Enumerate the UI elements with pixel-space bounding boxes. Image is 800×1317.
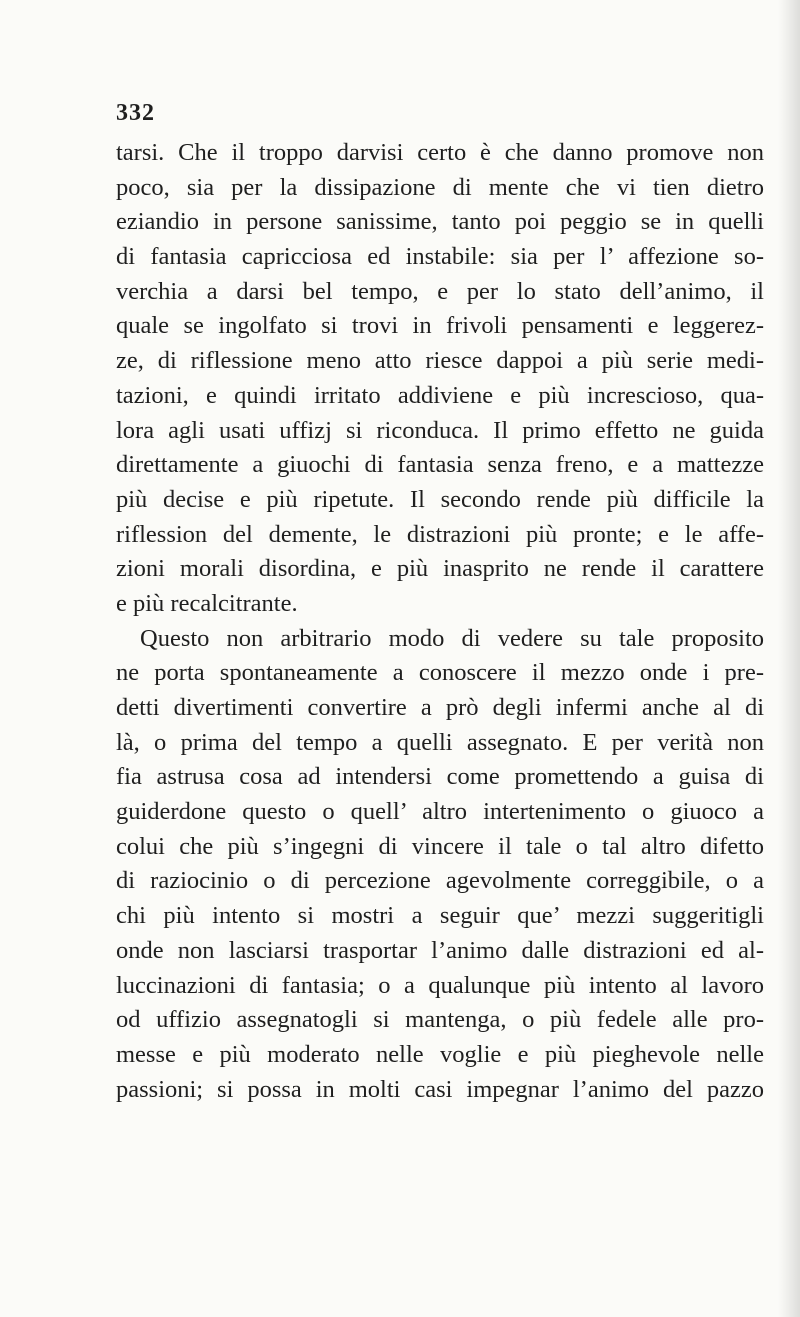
text-line: di raziocinio o di percezione agevolmente correggibile, o a: [116, 867, 764, 895]
text-line: lora agli usati uffizj si riconduca. Il primo effetto ne guida: [116, 416, 764, 444]
text-line: direttamente a giuochi di fantasia senza freno, e a mattezze: [116, 451, 764, 479]
text-line: quale se ingolfato si trovi in frivoli pensamenti e leggerez-: [116, 312, 764, 340]
text-line: ne porta spontaneamente a conoscere il mezzo onde i pre-: [116, 659, 764, 687]
text-line: là, o prima del tempo a quelli assegnato. E per verità non: [116, 728, 764, 756]
page-number: 332: [116, 100, 155, 126]
text-line: messe e più moderato nelle voglie e più pieghevole nelle: [116, 1040, 764, 1068]
text-line: chi più intento si mostri a seguir que’ mezzi suggeritigli: [116, 902, 764, 930]
text-line: verchia a darsi bel tempo, e per lo stato dell’animo, il: [116, 277, 764, 305]
text-line: di fantasia capricciosa ed instabile: sia per l’ affezione so-: [116, 243, 764, 271]
text-line: detti divertimenti convertire a prò degli infermi anche al di: [116, 694, 764, 721]
body-text: [116, 136, 764, 1107]
text-line: colui che più s’ingegni di vincere il tale o tal altro difetto: [116, 832, 764, 860]
text-line: guiderdone questo o quell’ altro intertenimento o giuoco a: [116, 798, 764, 826]
text-line: eziandio in persone sanissime, tanto poi peggio se in quelli: [116, 208, 764, 236]
text-line: passioni; si possa in molti casi impegnar l’animo del pazzo: [116, 1075, 764, 1103]
text-line: più decise e più ripetute. Il secondo rende più difficile la: [116, 485, 764, 513]
text-line: riflession del demente, le distrazioni più pronte; e le affe-: [116, 520, 764, 548]
text-line: ze, di riflessione meno atto riesce dappoi a più serie medi-: [116, 347, 764, 375]
text-line: onde non lasciarsi trasportar l’animo dalle distrazioni ed al-: [116, 936, 764, 964]
text-line: zioni morali disordina, e più inasprito ne rende il carattere: [116, 555, 764, 583]
text-line: Questo non arbitrario modo di vedere su tale proposito: [140, 624, 764, 652]
text-line: od uffizio assegnatogli si mantenga, o più fedele alle pro-: [116, 1006, 764, 1034]
text-line: tazioni, e quindi irritato addiviene e più increscioso, qua-: [116, 381, 764, 409]
text-line: e più recalcitrante.: [116, 589, 298, 617]
text-line: tarsi. Che il troppo darvisi certo è che danno promove non: [116, 139, 764, 166]
text-line: poco, sia per la dissipazione di mente che vi tien dietro: [116, 173, 764, 201]
text-line: luccinazioni di fantasia; o a qualunque più intento al lavoro: [116, 971, 764, 999]
page-edge-shadow: [778, 0, 800, 1317]
text-line: fia astrusa cosa ad intendersi come promettendo a guisa di: [116, 763, 764, 791]
